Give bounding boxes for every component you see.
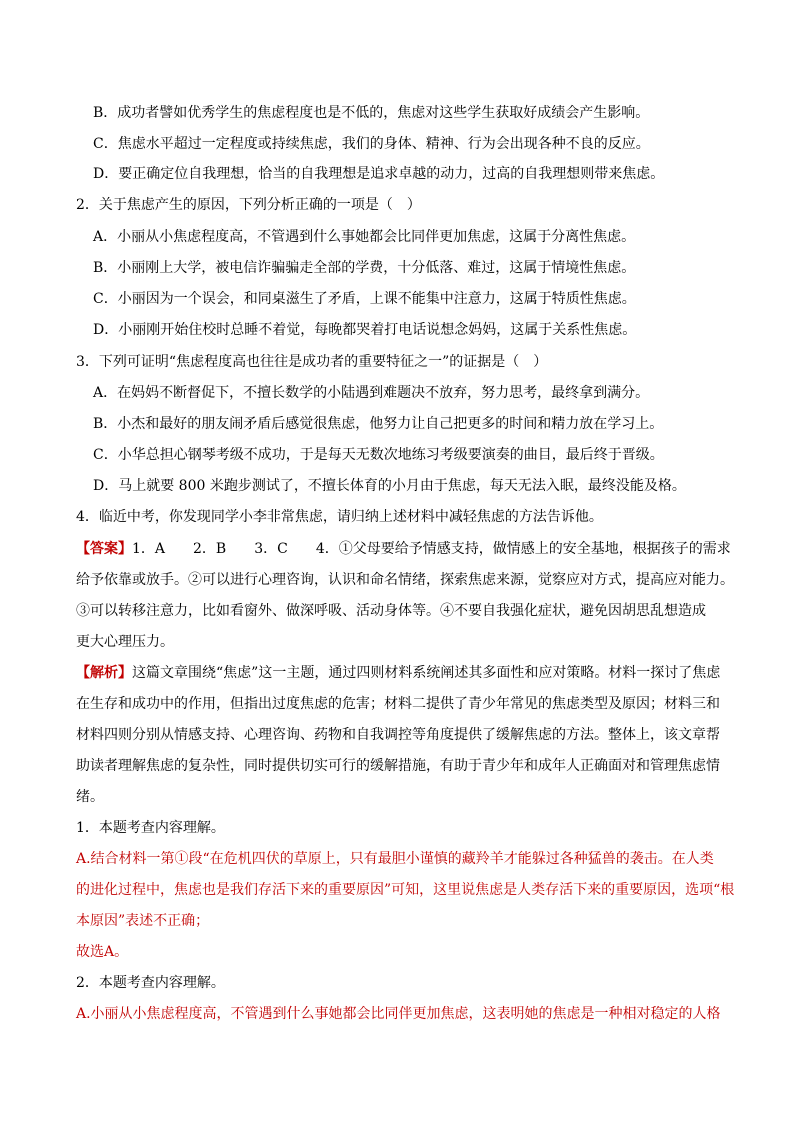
q3-option-d: D．马上就要 800 米跑步测试了，不擅长体育的小月由于焦虑，每天无法入眠，最终没能及格。 — [93, 478, 686, 494]
analysis-line-1 — [76, 663, 721, 683]
answer-line-4: 更大心理压力。 — [76, 634, 174, 650]
analysis-q2-line-1: A.小丽从小焦虑程度高，不管遇到什么事她都会比同伴更加焦虑，这表明她的焦虑是一种相对稳定的人格 — [76, 1006, 721, 1022]
analysis-label: 【解析】 — [76, 665, 132, 681]
analysis-text-1: 这篇文章围绕“焦虑”这一主题，通过四则材料系统阐述其多面性和应对策略。材料一探讨了焦虑 — [132, 665, 721, 681]
answer-text-1: 1．A 2．B 3．C 4．①父母要给予情感支持，做情感上的安全基地，根据孩子的需求 — [132, 541, 731, 557]
analysis-q1-line-2: 的进化过程中，焦虑也是我们存活下来的重要原因”可知，这里说焦虑是人类存活下来的重要原因，选项“根 — [76, 882, 735, 898]
answer-line-3: ③可以转移注意力，比如看窗外、做深呼吸、活动身体等。④不要自我强化症状，避免因胡思乱想造成 — [76, 603, 706, 619]
q1-option-b: B．成功者譬如优秀学生的焦虑程度也是不低的，焦虑对这些学生获取好成绩会产生影响。 — [93, 105, 650, 121]
analysis-q1-choose: 故选A。 — [76, 944, 129, 960]
analysis-q1-heading: 1．本题考查内容理解。 — [76, 820, 225, 836]
answer-line-2: 给予依靠或放手。②可以进行心理咨询，认识和命名情绪，探索焦虑来源，觉察应对方式，提高应对能力。 — [76, 572, 734, 588]
q3-stem: 3．下列可证明“焦虑程度高也往往是成功者的重要特征之一”的证据是（ ） — [76, 354, 548, 370]
analysis-line-5: 绪。 — [76, 789, 104, 805]
q2-option-b: B．小丽刚上大学，被电信诈骗骗走全部的学费，十分低落、难过，这属于情境性焦虑。 — [93, 260, 636, 276]
q4-stem: 4．临近中考，你发现同学小李非常焦虑，请归纳上述材料中减轻焦虑的方法告诉他。 — [76, 509, 603, 525]
analysis-line-3: 材料四则分别从情感支持、心理咨询、药物和自我调控等角度提供了缓解焦虑的方法。整体上，该文章帮 — [76, 727, 720, 743]
q1-option-d: D．要正确定位自我理想，恰当的自我理想是追求卓越的动力，过高的自我理想则带来焦虑。 — [93, 166, 665, 182]
q2-option-c: C．小丽因为一个误会，和同桌滋生了矛盾，上课不能集中注意力，这属于特质性焦虑。 — [93, 291, 636, 307]
answer-label: 【答案】 — [76, 541, 132, 557]
analysis-q2-heading: 2．本题考查内容理解。 — [76, 975, 225, 991]
analysis-line-2: 在生存和成功中的作用，但指出过度焦虑的危害；材料二提供了青少年常见的焦虑类型及原因；材料三和 — [76, 696, 720, 712]
q3-option-b: B．小杰和最好的朋友闹矛盾后感觉很焦虑，他努力让自己把更多的时间和精力放在学习上。 — [93, 416, 664, 432]
answer-line-1 — [76, 539, 731, 559]
analysis-line-4: 助读者理解焦虑的复杂性，同时提供切实可行的缓解措施，有助于青少年和成年人正确面对和管理焦虑情 — [76, 758, 720, 774]
q2-stem: 2．关于焦虑产生的原因，下列分析正确的一项是（ ） — [76, 197, 421, 213]
q2-option-d: D．小丽刚开始住校时总睡不着觉，每晚都哭着打电话说想念妈妈，这属于关系性焦虑。 — [93, 322, 637, 338]
q3-option-a: A．在妈妈不断督促下，不擅长数学的小陆遇到难题决不放弃，努力思考，最终拿到满分。 — [93, 385, 650, 401]
q3-option-c: C．小华总担心钢琴考级不成功，于是每天无数次地练习考级要演奏的曲目，最后终于晋级。 — [93, 447, 664, 463]
q1-option-c: C．焦虑水平超过一定程度或持续焦虑，我们的身体、精神、行为会出现各种不良的反应。 — [93, 136, 650, 152]
analysis-q1-line-3: 本原因”表述不正确； — [76, 913, 210, 929]
analysis-q1-line-1: A.结合材料一第①段“在危机四伏的草原上，只有最胆小谨慎的藏羚羊才能躲过各种猛兽的袭击。在人类 — [76, 851, 714, 867]
q2-option-a: A．小丽从小焦虑程度高，不管遇到什么事她都会比同伴更加焦虑，这属于分离性焦虑。 — [93, 229, 636, 245]
